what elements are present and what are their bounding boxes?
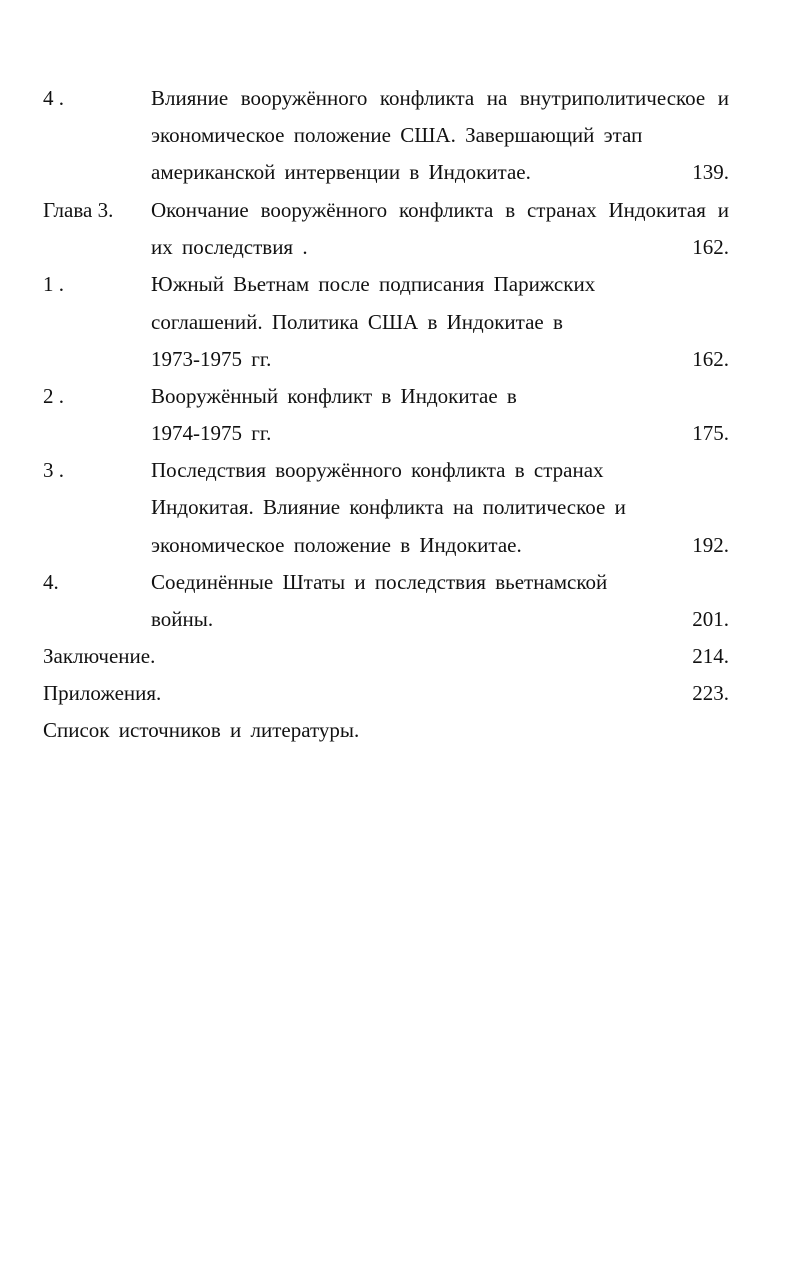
section-title-line: Южный Вьетнам после подписания Парижских [151, 272, 596, 296]
section-title-line: соглашений. Политика США в Индокитае в [151, 310, 563, 334]
section-title-line: экономическое положение США. Завершающий этап [151, 123, 643, 147]
section-title-line: Влияние вооружённого конфликта на внутриполитическое и [151, 86, 729, 110]
conclusion-label: Заключение. [43, 644, 156, 668]
page-number: 175. [692, 421, 729, 445]
section-number: 1 . [43, 272, 64, 296]
section-number: 4 . [43, 86, 64, 110]
section-title-line: Вооружённый конфликт в Индокитае в [151, 384, 517, 408]
section-title-line: войны. [151, 607, 214, 631]
sources-label: Список источников и литературы. [43, 718, 360, 742]
page-number: 223. [692, 681, 729, 705]
section-title-line: Последствия вооружённого конфликта в странах [151, 458, 604, 482]
page-number: 201. [692, 607, 729, 631]
section-title-line: 1973-1975 гг. [151, 347, 272, 371]
appendices-label: Приложения. [43, 681, 162, 705]
page-number: 139. [692, 160, 729, 184]
section-number: 4. [43, 570, 59, 594]
section-number: 2 . [43, 384, 64, 408]
chapter-number: Глава 3. [43, 198, 114, 222]
section-title-line: Соединённые Штаты и последствия вьетнамской [151, 570, 608, 594]
page-number: 162. [692, 235, 729, 259]
section-title-line: Индокитая. Влияние конфликта на политическое и [151, 495, 626, 519]
page-number: 162. [692, 347, 729, 371]
section-title-line: 1974-1975 гг. [151, 421, 272, 445]
chapter-title-line: их последствия . [151, 235, 308, 259]
page-number: 192. [692, 533, 729, 557]
section-title-line: американской интервенции в Индокитае. [151, 160, 531, 184]
section-title-line: экономическое положение в Индокитае. [151, 533, 522, 557]
page-number: 214. [692, 644, 729, 668]
section-number: 3 . [43, 458, 64, 482]
chapter-title-line: Окончание вооружённого конфликта в странах Индокитая и [151, 198, 729, 222]
